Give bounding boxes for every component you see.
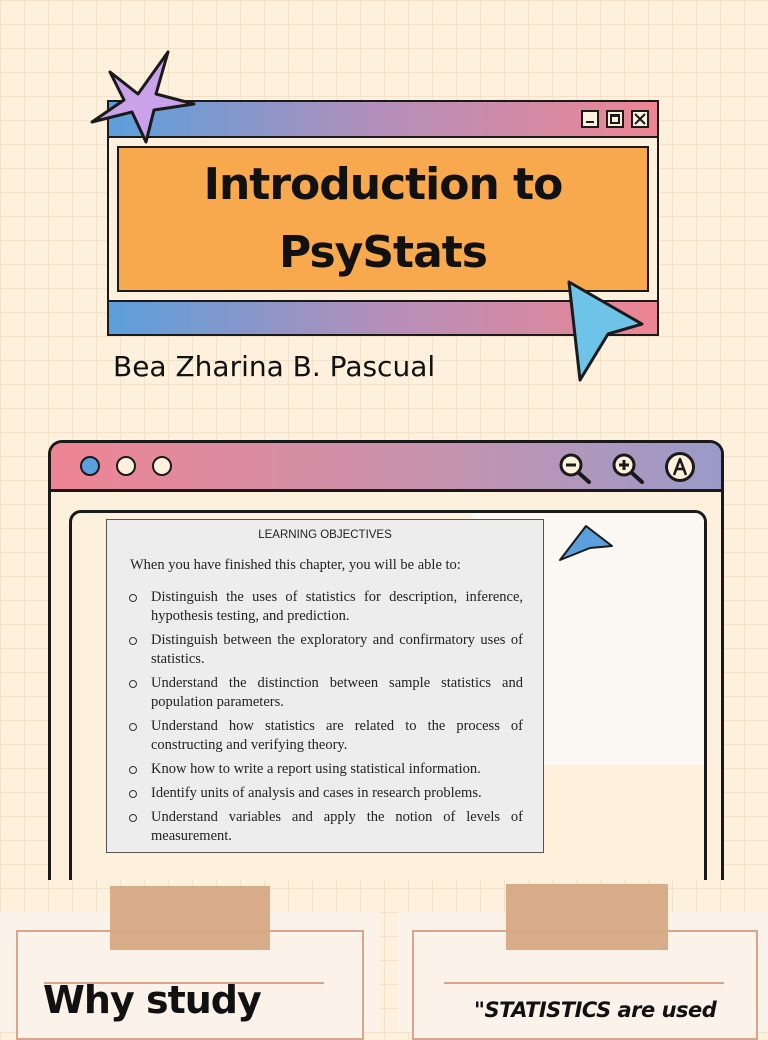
list-item: Understand the distinction between sample statistics and population parameters. xyxy=(129,674,523,712)
window-dot-2[interactable] xyxy=(116,456,136,476)
tape-strip xyxy=(506,884,668,950)
list-item: Distinguish between the exploratory and confirmatory uses of statistics. xyxy=(129,631,523,669)
list-item: Identify units of analysis and cases in research problems. xyxy=(129,784,523,803)
bullet-icon xyxy=(129,814,137,822)
browser-toolbar xyxy=(51,443,721,492)
learning-objectives-intro: When you have finished this chapter, you will be able to: xyxy=(130,557,461,573)
bullet-icon xyxy=(129,637,137,645)
zoom-in-icon[interactable] xyxy=(611,452,645,484)
bullet-icon xyxy=(129,594,137,602)
cursor-arrow-icon xyxy=(556,524,616,564)
star-icon xyxy=(88,50,200,148)
learning-objectives-heading: LEARNING OBJECTIVES xyxy=(258,529,392,541)
list-item: Distinguish the uses of statistics for description, inference, hypothesis testing, and prediction. xyxy=(129,588,523,626)
page-title: Introduction to PsyStats xyxy=(203,159,563,278)
note-heading: Why study xyxy=(43,978,261,1022)
note-divider xyxy=(444,982,724,984)
bullet-icon xyxy=(129,766,137,774)
list-item: Understand variables and apply the notion of levels of measurement. xyxy=(129,808,523,846)
title-panel xyxy=(117,146,649,292)
close-icon[interactable] xyxy=(631,110,649,128)
maximize-icon[interactable] xyxy=(606,110,624,128)
window-dot-blue[interactable] xyxy=(80,456,100,476)
tape-strip xyxy=(110,886,270,950)
bullet-icon xyxy=(129,723,137,731)
zoom-out-icon[interactable] xyxy=(558,452,592,484)
cursor-arrow-icon xyxy=(564,278,648,384)
list-item: Know how to write a report using statistical information. xyxy=(129,760,523,779)
list-item: Understand how statistics are related to the process of constructing and verifying theory. xyxy=(129,717,523,755)
author-name: Bea Zharina B. Pascual xyxy=(113,350,436,383)
learning-objectives-image xyxy=(106,519,544,853)
bullet-icon xyxy=(129,790,137,798)
note-quote: "STATISTICS are used xyxy=(474,998,717,1022)
bullet-icon xyxy=(129,680,137,688)
learning-objectives-list xyxy=(129,588,523,851)
window-dot-3[interactable] xyxy=(152,456,172,476)
text-size-icon[interactable] xyxy=(664,451,696,483)
minimize-icon[interactable] xyxy=(581,110,599,128)
